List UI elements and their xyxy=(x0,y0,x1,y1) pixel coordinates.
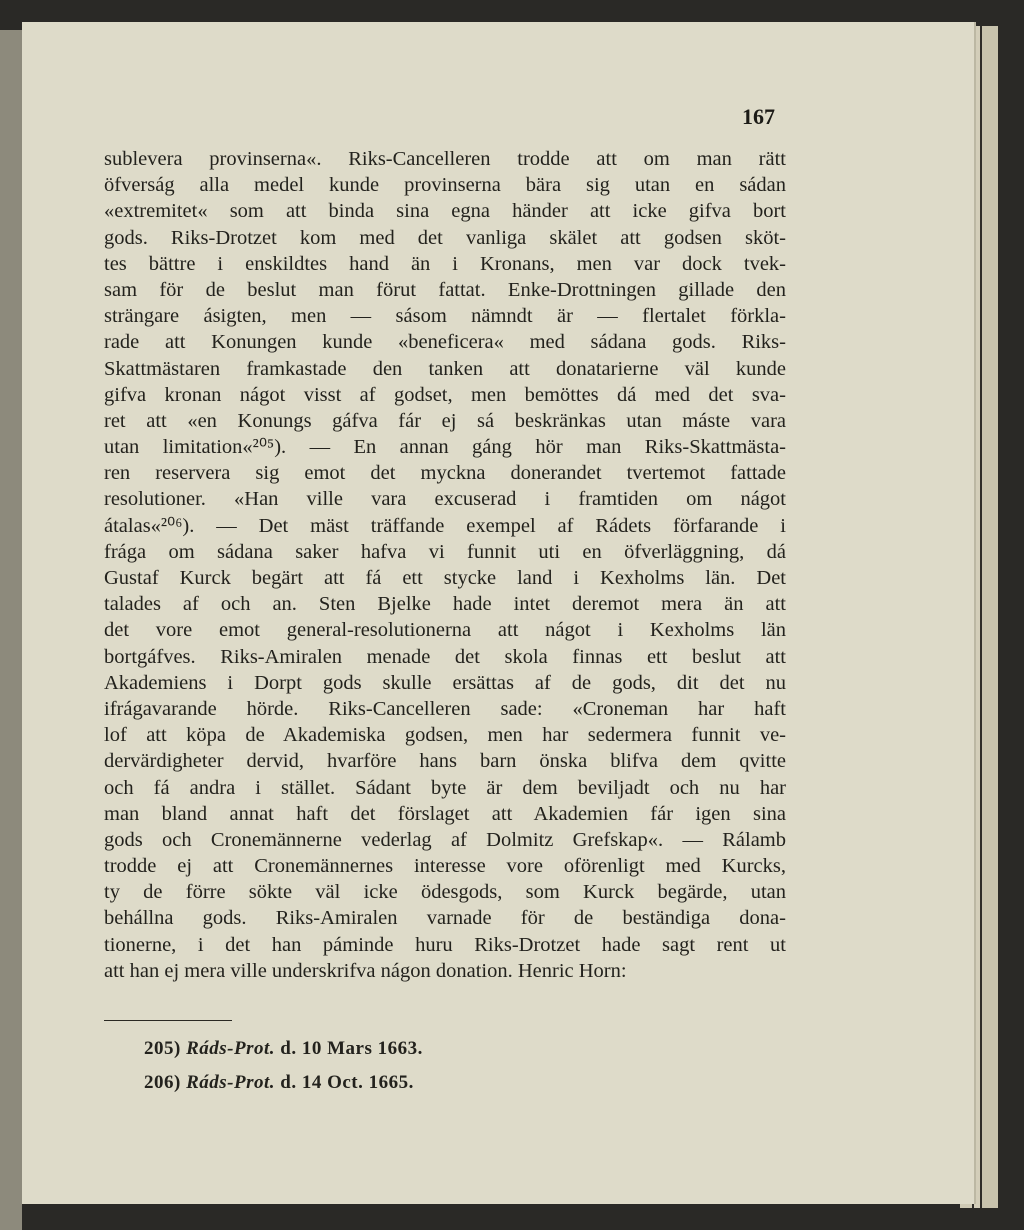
footnote-number: 205) xyxy=(144,1038,181,1059)
text-line: ren reservera sig emot det myckna donerandet tvertemot fattade xyxy=(104,462,786,485)
text-line: Skattmästaren framkastade den tanken att donatarierne väl kunde xyxy=(104,357,786,380)
text-line: resolutioner. «Han ville vara excuserad i framtiden om nágot xyxy=(104,488,786,511)
text-line: öfverság alla medel kunde provinserna bära sig utan en sádan xyxy=(104,174,786,197)
text-line: man bland annat haft det förslaget att Akademien fár igen sina xyxy=(104,802,786,825)
text-line: trodde ej att Cronemännernes interesse vore oförenligt med Kurcks, xyxy=(104,855,786,878)
text-line: sublevera provinserna«. Riks-Cancelleren trodde att om man rätt xyxy=(104,148,786,170)
text-line: dervärdigheter dervid, hvarföre hans barn önska blifva dem qvitte xyxy=(104,750,786,773)
text-line: átalas«²⁰⁶). — Det mäst träffande exempel af Rádets förfarande i xyxy=(104,514,786,537)
text-line: gods. Riks-Drotzet kom med det vanliga skälet att godsen sköt- xyxy=(104,226,786,249)
footnote-text: d. 14 Oct. 1665. xyxy=(280,1072,414,1093)
text-line: tionerne, i det han páminde huru Riks-Drotzet hade sagt rent ut xyxy=(104,933,786,956)
text-line: rade att Konungen kunde «beneficera« med sádana gods. Riks- xyxy=(104,331,786,354)
text-line: Gustaf Kurck begärt att fá ett stycke land i Kexholms län. Det xyxy=(104,567,786,589)
text-line: tes bättre i enskildtes hand än i Kronans, men var dock tvek- xyxy=(104,252,786,275)
text-line: behállna gods. Riks-Amiralen varnade för de beständiga dona- xyxy=(104,907,786,930)
text-line: frága om sádana saker hafva vi funnit uti en öfverläggning, dá xyxy=(104,540,786,563)
text-line: lof att köpa de Akademiska godsen, men har sedermera funnit ve- xyxy=(104,724,786,747)
text-line: Akademiens i Dorpt gods skulle ersättas af de gods, dit det nu xyxy=(104,671,786,694)
text-line: «extremitet« som att binda sina egna händer att icke gifva bort xyxy=(104,200,786,223)
text-line: utan limitation«²⁰⁵). — En annan gáng hör man Riks-Skattmästa- xyxy=(104,436,786,459)
footnotes xyxy=(144,1032,423,1100)
text-line: gifva kronan nágot visst af godset, men bemöttes dá med det sva- xyxy=(104,383,786,406)
text-line: ifrágavarande hörde. Riks-Cancelleren sade: «Croneman har haft xyxy=(104,697,786,720)
text-line: och fá andra i stället. Sádant byte är dem beviljadt och nu har xyxy=(104,776,786,799)
text-line: talades af och an. Sten Bjelke hade intet deremot mera än att xyxy=(104,593,786,616)
text-line: strängare ásigten, men — sásom nämndt är — flertalet förkla- xyxy=(104,305,786,328)
footnote-source: Ráds-Prot. xyxy=(186,1038,276,1059)
text-line: det vore emot general-resolutionerna att nágot i Kexholms län xyxy=(104,619,786,642)
text-line: gods och Cronemännerne vederlag af Dolmitz Grefskap«. — Rálamb xyxy=(104,828,786,851)
text-line: ret att «en Konungs gáfva fár ej sá beskränkas utan máste vara xyxy=(104,409,786,432)
footnote xyxy=(144,1032,423,1066)
footnote-text: d. 10 Mars 1663. xyxy=(280,1038,423,1059)
footnote xyxy=(144,1066,423,1100)
text-line: sam för de beslut man förut fattat. Enke-Drottningen gillade den xyxy=(104,278,786,301)
footnote-rule xyxy=(104,1020,232,1021)
text-line: att han ej mera ville underskrifva nágon donation. Henric Horn: xyxy=(104,959,627,982)
page-number: 167 xyxy=(742,104,775,129)
text-line: bortgáfves. Riks-Amiralen menade det skola finnas ett beslut att xyxy=(104,645,786,668)
body-text xyxy=(104,146,786,984)
footnote-number: 206) xyxy=(144,1072,181,1093)
adjacent-page-edge xyxy=(0,30,22,1230)
text-line: ty de förre sökte väl icke ödesgods, som Kurck begärde, utan xyxy=(104,881,786,904)
footnote-source: Ráds-Prot. xyxy=(186,1072,276,1093)
